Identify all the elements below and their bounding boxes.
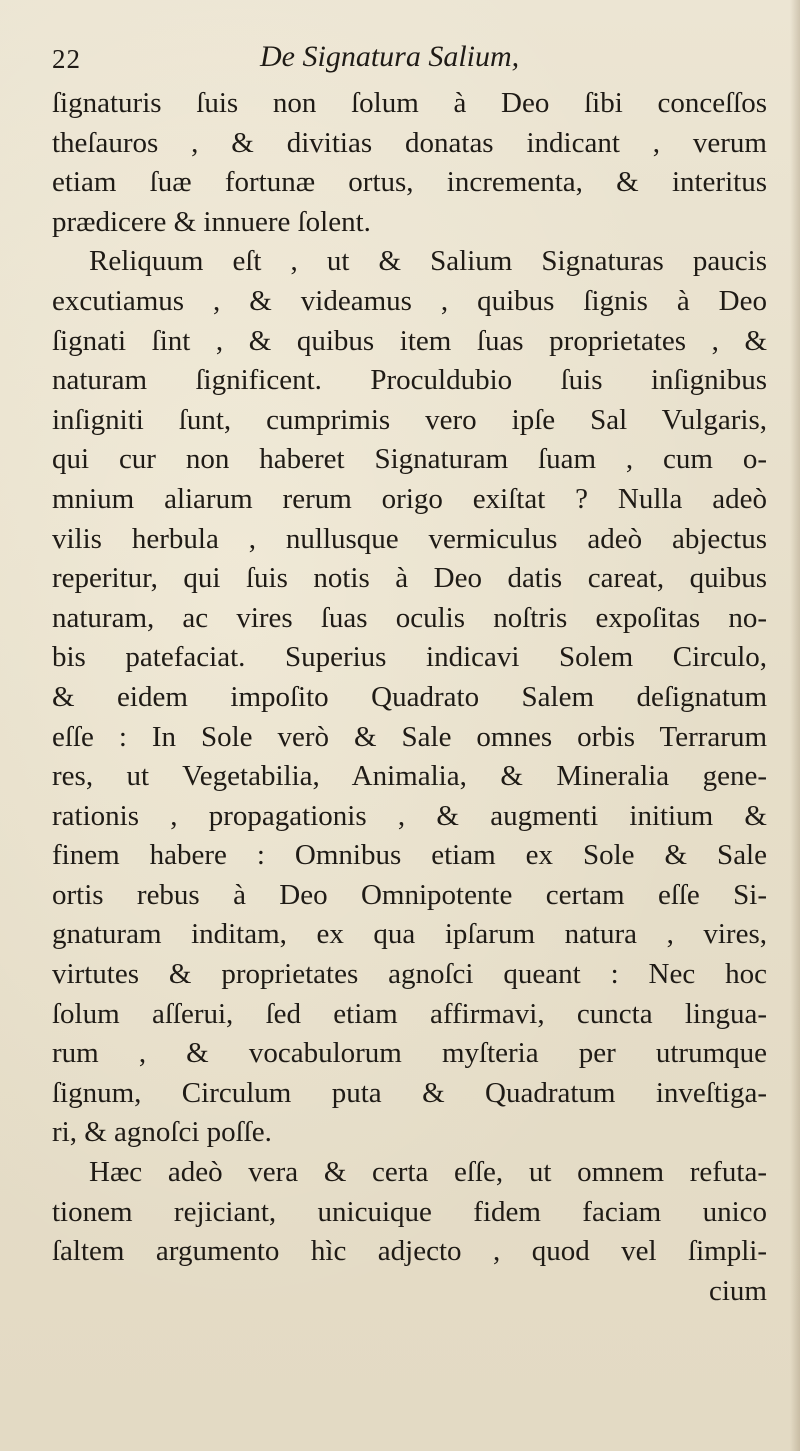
text-line: Hæc adeò vera & certa eſſe, ut omnem refuta- (89, 1156, 767, 1189)
text-line: res, ut Vegetabilia, Animalia, & Mineralia gene- (52, 760, 767, 793)
text-line: etiam ſuæ fortunæ ortus, incrementa, & interitus (52, 166, 767, 199)
text-line: ſolum aſſerui, ſed etiam affirmavi, cuncta lingua- (52, 997, 767, 1030)
text-line: ſignaturis ſuis non ſolum à Deo ſibi conceſſos (52, 87, 767, 119)
text-line: prædicere & innuere ſolent. (52, 205, 371, 238)
text-line: & eidem impoſito Quadrato Salem deſignatum (52, 680, 767, 713)
text-line: gnaturam inditam, ex qua ipſarum natura , vires, (52, 918, 767, 951)
text-line: ſaltem argumento hìc adjecto , quod vel ſimpli- (52, 1235, 767, 1268)
text-line: eſſe : In Sole verò & Sale omnes orbis Terrarum (52, 720, 767, 753)
text-line: virtutes & proprietates agnoſci queant : Nec hoc (52, 958, 767, 991)
text-line: rum , & vocabulorum myſteria per utrumque (52, 1037, 767, 1070)
text-line: ortis rebus à Deo Omnipotente certam eſſe Si- (52, 878, 767, 911)
text-line: naturam ſignificent. Proculdubio ſuis inſignibus (52, 364, 767, 397)
text-line: ri, & agnoſci poſſe. (52, 1116, 272, 1149)
text-line: finem habere : Omnibus etiam ex Sole & Sale (52, 839, 767, 872)
text-line: ſignati ſint , & quibus item ſuas proprietates , & (52, 324, 767, 357)
text-line: naturam, ac vires ſuas oculis noſtris expoſitas no- (52, 601, 767, 634)
body-text (52, 84, 767, 1311)
text-line: qui cur non haberet Signaturam ſuam , cum o- (52, 443, 767, 476)
catchword: cium (709, 1274, 767, 1307)
page-edge-shadow (790, 0, 800, 1451)
text-line: theſauros , & divitias donatas indicant , verum (52, 126, 767, 159)
text-line: reperitur, qui ſuis notis à Deo datis careat, quibus (52, 562, 767, 595)
running-head: De Signatura Salium, (260, 40, 520, 73)
text-line: vilis herbula , nullusque vermiculus adeò abjectus (52, 522, 767, 555)
text-line: bis patefaciat. Superius indicavi Solem Circulo, (52, 641, 767, 674)
text-line: Reliquum eſt , ut & Salium Signaturas paucis (89, 245, 767, 278)
text-line: tionem rejiciant, unicuique fidem faciam unico (52, 1195, 767, 1228)
text-line: rationis , propagationis , & augmenti initium & (52, 799, 767, 832)
text-line: excutiamus , & videamus , quibus ſignis à Deo (52, 284, 767, 317)
text-line: mnium aliarum rerum origo exiſtat ? Nulla adeò (52, 482, 767, 515)
text-line: inſigniti ſunt, cumprimis vero ipſe Sal Vulgaris, (52, 403, 767, 436)
page-header (52, 40, 752, 90)
page-number: 22 (52, 44, 81, 74)
text-line: ſignum, Circulum puta & Quadratum inveſtiga- (52, 1076, 767, 1109)
